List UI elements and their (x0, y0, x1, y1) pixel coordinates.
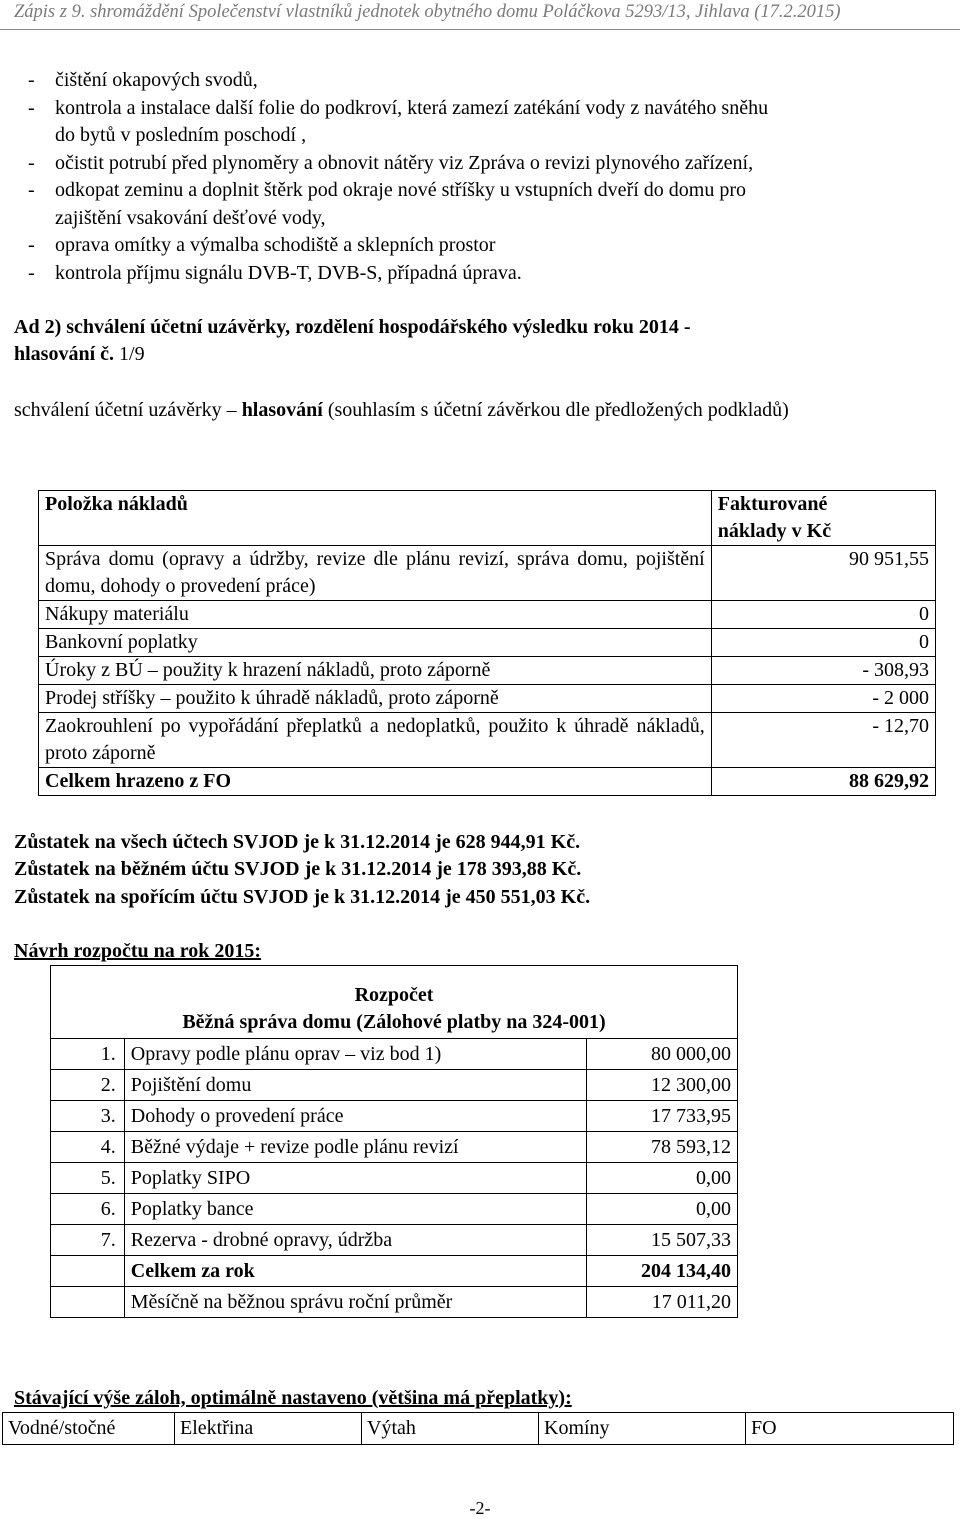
table-row (51, 1132, 738, 1163)
deposit-cell: FO (746, 1413, 954, 1445)
bullet-item: očistit potrubí před plynoměry a obnovit nátěry viz Zpráva o revizi plynového zařízení, (55, 152, 754, 174)
total-label: Celkem za rok (124, 1256, 587, 1287)
row-number: 2. (51, 1070, 125, 1101)
row-description: Pojištění domu (124, 1070, 587, 1101)
cost-value: - 12,70 (711, 713, 935, 768)
row-description: Poplatky bance (124, 1194, 587, 1225)
budget-title-text: Návrh rozpočtu na rok 2015: (14, 940, 262, 962)
cost-label: Zaokrouhlení po vypořádání přeplatků a nedoplatků, použito k úhradě nákladů, proto záporně (39, 713, 712, 768)
table-row (39, 685, 936, 713)
empty-cell (51, 1287, 125, 1318)
row-description: Dohody o provedení práce (124, 1101, 587, 1132)
cost-value: 90 951,55 (711, 546, 935, 601)
bullet-item-continued: do bytů v posledním poschodí , (55, 124, 307, 146)
budget-header-line: Běžná správa domu (Zálohové platby na 324-001) (182, 1011, 606, 1033)
budget-table (50, 965, 738, 1318)
row-number: 3. (51, 1101, 125, 1132)
deposit-cell: Elektřina (175, 1413, 362, 1445)
cost-value: 0 (711, 601, 935, 629)
table-row (39, 629, 936, 657)
page-header: Zápis z 9. shromáždění Společenství vlastníků jednotek obytného domu Poláčkova 5293/13, Jihlava (17.2.2015) (0, 0, 960, 30)
bullet-dash: - (28, 69, 35, 91)
section-heading-cont (14, 341, 145, 368)
bullet-dash: - (28, 179, 35, 201)
table-row (39, 601, 936, 629)
table-row (51, 1070, 738, 1101)
budget-header-cell (51, 966, 738, 1039)
header-value-cell (711, 491, 935, 546)
budget-header-row (51, 966, 738, 1039)
bullet-item: odkopat zeminu a doplnit štěrk pod okraje nové stříšky u vstupních dveří do domu pro (55, 179, 746, 201)
cost-label: Prodej stříšky – použito k úhradě nákladů, proto záporně (39, 685, 712, 713)
row-value: 0,00 (587, 1163, 738, 1194)
table-total-row (39, 768, 936, 796)
total-value: 204 134,40 (587, 1256, 738, 1287)
row-number: 6. (51, 1194, 125, 1225)
row-value: 78 593,12 (587, 1132, 738, 1163)
header-value-line: náklady v Kč (717, 520, 832, 542)
page-number: -2- (469, 1498, 491, 1518)
row-number: 5. (51, 1163, 125, 1194)
row-value: 17 733,95 (587, 1101, 738, 1132)
deposits-title (14, 1385, 572, 1412)
balance-line: Zůstatek na všech účtech SVJOD je k 31.12.2014 je 628 944,91 Kč. (14, 831, 581, 853)
row-number: 7. (51, 1225, 125, 1256)
table-row (51, 1039, 738, 1070)
table-row (39, 657, 936, 685)
budget-header-line: Rozpočet (354, 984, 434, 1006)
vote-label: hlasování č. (14, 343, 115, 365)
table-row (39, 713, 936, 768)
cost-value: - 308,93 (711, 657, 935, 685)
bullet-dash: - (28, 262, 35, 284)
row-value: 12 300,00 (587, 1070, 738, 1101)
vote-description (14, 397, 789, 424)
deposits-table (2, 1412, 954, 1445)
deposits-row (3, 1413, 954, 1445)
row-value: 80 000,00 (587, 1039, 738, 1070)
cost-label: Nákupy materiálu (39, 601, 712, 629)
row-number: 4. (51, 1132, 125, 1163)
deposits-title-text: Stávající výše záloh, optimálně nastaveno (většina má přeplatky): (14, 1387, 572, 1409)
header-value-line: Fakturované (717, 493, 828, 515)
table-row (51, 1225, 738, 1256)
empty-cell (51, 1256, 125, 1287)
row-description: Poplatky SIPO (124, 1163, 587, 1194)
bullet-dash: - (28, 234, 35, 256)
monthly-value: 17 011,20 (587, 1287, 738, 1318)
monthly-label: Měsíčně na běžnou správu roční průměr (124, 1287, 587, 1318)
cost-label: Bankovní poplatky (39, 629, 712, 657)
table-row (39, 546, 936, 601)
balance-line: Zůstatek na spořícím účtu SVJOD je k 31.12.2014 je 450 551,03 Kč. (14, 886, 591, 908)
table-row (51, 1163, 738, 1194)
budget-total-row (51, 1256, 738, 1287)
bullet-item-continued: zajištění vsakování dešťové vody, (55, 207, 326, 229)
costs-table (38, 490, 936, 796)
balance-line: Zůstatek na běžném účtu SVJOD je k 31.12.2014 je 178 393,88 Kč. (14, 858, 582, 880)
bullet-dash: - (28, 97, 35, 119)
total-value: 88 629,92 (711, 768, 935, 796)
total-label: Celkem hrazeno z FO (39, 768, 712, 796)
row-description: Rezerva - drobné opravy, údržba (124, 1225, 587, 1256)
budget-title (14, 938, 261, 965)
deposit-cell: Vodné/stočné (3, 1413, 175, 1445)
cost-value: 0 (711, 629, 935, 657)
cost-value: - 2 000 (711, 685, 935, 713)
row-number: 1. (51, 1039, 125, 1070)
vote-keyword: hlasování (241, 399, 323, 421)
bullet-dash: - (28, 152, 35, 174)
budget-monthly-row (51, 1287, 738, 1318)
table-row (51, 1101, 738, 1132)
row-description: Běžné výdaje + revize podle plánu revizí (124, 1132, 587, 1163)
row-description: Opravy podle plánu oprav – viz bod 1) (124, 1039, 587, 1070)
deposit-cell: Komíny (539, 1413, 746, 1445)
vote-prefix: schválení účetní uzávěrky – (14, 399, 242, 421)
deposit-cell: Výtah (362, 1413, 539, 1445)
row-value: 0,00 (587, 1194, 738, 1225)
bullet-item: čištění okapových svodů, (55, 69, 258, 91)
table-header-row (39, 491, 936, 546)
table-row (51, 1194, 738, 1225)
vote-number: 1/9 (114, 343, 145, 365)
vote-suffix: (souhlasím s účetní závěrkou dle předložených podkladů) (322, 399, 789, 421)
row-value: 15 507,33 (587, 1225, 738, 1256)
header-item-cell: Položka nákladů (39, 491, 712, 546)
cost-label: Správa domu (opravy a údržby, revize dle plánu revizí, správa domu, pojištění domu, dohody o provedení práce) (39, 546, 712, 601)
bullet-item: kontrola příjmu signálu DVB-T, DVB-S, případná úprava. (55, 262, 522, 284)
section-heading: Ad 2) schválení účetní uzávěrky, rozdělení hospodářského výsledku roku 2014 - (14, 316, 691, 338)
bullet-item: kontrola a instalace další folie do podkroví, která zamezí zatékání vody z navátého sněhu (55, 97, 769, 119)
bullet-item: oprava omítky a výmalba schodiště a sklepních prostor (55, 234, 496, 256)
cost-label: Úroky z BÚ – použity k hrazení nákladů, proto záporně (39, 657, 712, 685)
